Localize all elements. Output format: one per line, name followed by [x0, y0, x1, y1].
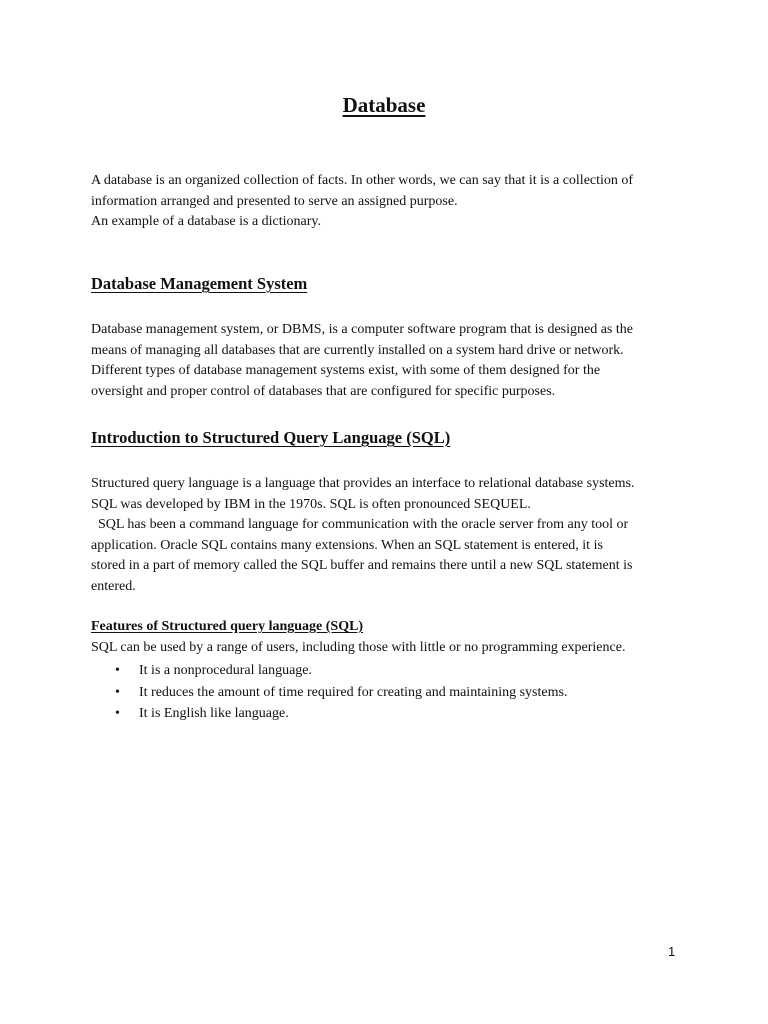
features-bullet-list — [91, 660, 691, 725]
bullet-icon: • — [115, 663, 120, 678]
sql-line: entered. — [91, 578, 136, 594]
intro-line: A database is an organized collection of facts. In other words, we can say that it is a collection of — [91, 173, 634, 188]
dbms-heading: Database Management System — [91, 274, 308, 293]
features-intro — [91, 638, 691, 659]
sql-line: stored in a part of memory called the SQL buffer and remains there until a new SQL statement is — [91, 558, 633, 573]
list-item-text: It reduces the amount of time required for creating and maintaining systems. — [139, 684, 568, 700]
list-item-text: It is a nonprocedural language. — [139, 663, 312, 678]
dbms-line: oversight and proper control of databases that are configured for specific purposes. — [91, 383, 556, 399]
list-item — [91, 682, 691, 704]
dbms-line: Database management system, or DBMS, is a computer software program that is designed as the — [91, 322, 633, 337]
bullet-icon: • — [115, 684, 120, 700]
sql-heading: Introduction to Structured Query Language (SQL) — [91, 428, 451, 447]
document-title: Database — [342, 93, 426, 117]
sql-line: application. Oracle SQL contains many extensions. When an SQL statement is entered, it is — [91, 537, 603, 553]
sql-line: SQL has been a command language for communication with the oracle server from any tool or — [91, 517, 629, 532]
sql-line: SQL was developed by IBM in the 1970s. SQL is often pronounced SEQUEL. — [91, 496, 531, 512]
features-heading: Features of Structured query language (SQL) — [91, 619, 364, 634]
dbms-line: means of managing all databases that are currently installed on a system hard drive or network. — [91, 342, 624, 358]
dbms-line: Different types of database management systems exist, with some of them designed for the — [91, 363, 601, 378]
dbms-paragraph — [91, 320, 691, 402]
sql-line: Structured query language is a language that provides an interface to relational database systems. — [91, 476, 635, 491]
list-item — [91, 660, 691, 682]
sql-paragraph — [91, 474, 691, 597]
intro-line: information arranged and presented to serve an assigned purpose. — [91, 193, 458, 209]
bullet-icon: • — [115, 706, 120, 721]
list-item-text: It is English like language. — [139, 706, 289, 721]
features-intro-line: SQL can be used by a range of users, including those with little or no programming experience. — [91, 640, 626, 655]
intro-paragraph — [91, 171, 691, 233]
list-item — [91, 703, 691, 725]
intro-line: An example of a database is a dictionary. — [91, 214, 322, 229]
page-number: 1 — [668, 944, 676, 959]
